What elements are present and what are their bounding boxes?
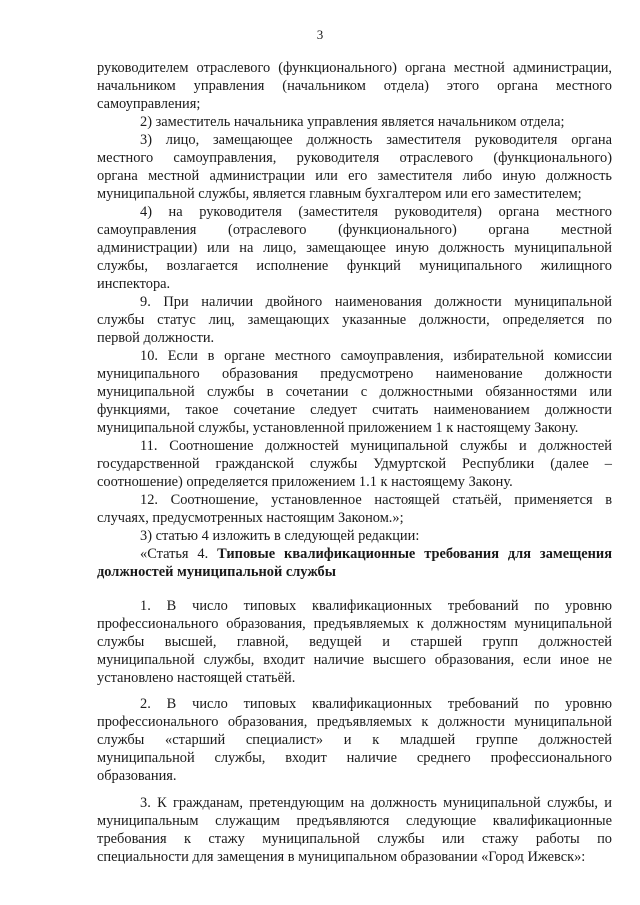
text-line: службы высшей, главной, ведущей и старшей групп должностей bbox=[97, 634, 612, 650]
text-line: муниципальной службы, установленной приложением 1 к настоящему Закону. bbox=[97, 420, 579, 436]
text-line: местного самоуправления, руководителя отраслевого (функционального) bbox=[97, 150, 612, 166]
text-line: государственной гражданской службы Удмуртской Республики (далее – bbox=[97, 456, 612, 472]
text-line: муниципальной службы, входит наличие высшего образования, если иное не bbox=[97, 652, 612, 668]
text-line: муниципальной службы, входит наличие среднего профессионального bbox=[97, 750, 612, 766]
text-line: 1. В число типовых квалификационных требований по уровню bbox=[140, 598, 612, 614]
text-line: образования. bbox=[97, 768, 177, 784]
text-line: руководителем отраслевого (функционального) органа местной администрации, bbox=[97, 60, 612, 76]
text-line: 3) лицо, замещающее должность заместителя руководителя органа bbox=[140, 132, 612, 148]
article-title: Типовые квалификационные требования для замещения bbox=[217, 546, 612, 562]
article-heading bbox=[140, 545, 612, 563]
text-line: 9. При наличии двойного наименования должности муниципальной bbox=[140, 294, 612, 310]
article-number: «Статья 4. bbox=[140, 546, 209, 562]
text-line: функциями, такое сочетание следует считать наименованием должности bbox=[97, 402, 612, 418]
text-line: муниципальной службы в сочетании с должностными обязанностями или bbox=[97, 384, 612, 400]
article-title-cont: должностей муниципальной службы bbox=[97, 564, 336, 580]
page-number: 3 bbox=[316, 27, 324, 42]
text-line: муниципальным служащим предъявляются следующие квалификационные bbox=[97, 813, 612, 829]
text-line: требования к стажу муниципальной службы или стажу работы по bbox=[97, 831, 612, 847]
text-line: службы «старший специалист» и к младшей группе должностей bbox=[97, 732, 612, 748]
text-line: 2) заместитель начальника управления является начальником отдела; bbox=[140, 114, 565, 130]
text-line: инспектора. bbox=[97, 276, 171, 292]
text-line: 12. Соотношение, установленное настоящей статьёй, применяется в bbox=[140, 492, 612, 508]
text-line: начальником управления (начальником отдела) этого органа местного bbox=[97, 78, 612, 94]
text-line: профессионального образования, предъявляемых к должностям муниципальной bbox=[97, 616, 612, 632]
text-line: случаях, предусмотренных настоящим Законом.»; bbox=[97, 510, 404, 526]
text-line: 4) на руководителя (заместителя руководителя) органа местного bbox=[140, 204, 612, 220]
text-line: соотношение) определяется приложением 1.1 к настоящему Закону. bbox=[97, 474, 513, 490]
text-line: муниципальной службы, является главным бухгалтером или его заместителем; bbox=[97, 186, 582, 202]
text-line: специальности для замещения в муниципальном образовании «Город Ижевск»: bbox=[97, 849, 586, 865]
text-line: 3. К гражданам, претендующим на должность муниципальной службы, и bbox=[140, 795, 612, 811]
text-line: службы, возлагается исполнение функций муниципального жилищного bbox=[97, 258, 612, 274]
text-line: 10. Если в органе местного самоуправления, избирательной комиссии bbox=[140, 348, 612, 364]
text-line: муниципального образования предусмотрено наименование должности bbox=[97, 366, 612, 382]
text-line: администрации) или на лицо, замещающее иную должность муниципальной bbox=[97, 240, 612, 256]
text-line: самоуправления; bbox=[97, 96, 201, 112]
text-line: 2. В число типовых квалификационных требований по уровню bbox=[140, 696, 612, 712]
text-line: 11. Соотношение должностей муниципальной службы и должностей bbox=[140, 438, 612, 454]
text-line: установлено настоящей статьёй. bbox=[97, 670, 296, 686]
text-line: профессионального образования, предъявляемых к должности муниципальной bbox=[97, 714, 612, 730]
text-line: первой должности. bbox=[97, 330, 215, 346]
text-line: 3) статью 4 изложить в следующей редакции: bbox=[140, 528, 420, 544]
text-line: органа местной администрации или его заместителя либо иную должность bbox=[97, 168, 612, 184]
text-line: службы статус лиц, замещающих указанные должности, определяется по bbox=[97, 312, 612, 328]
text-line: самоуправления (отраслевого (функционального) органа местной bbox=[97, 222, 612, 238]
